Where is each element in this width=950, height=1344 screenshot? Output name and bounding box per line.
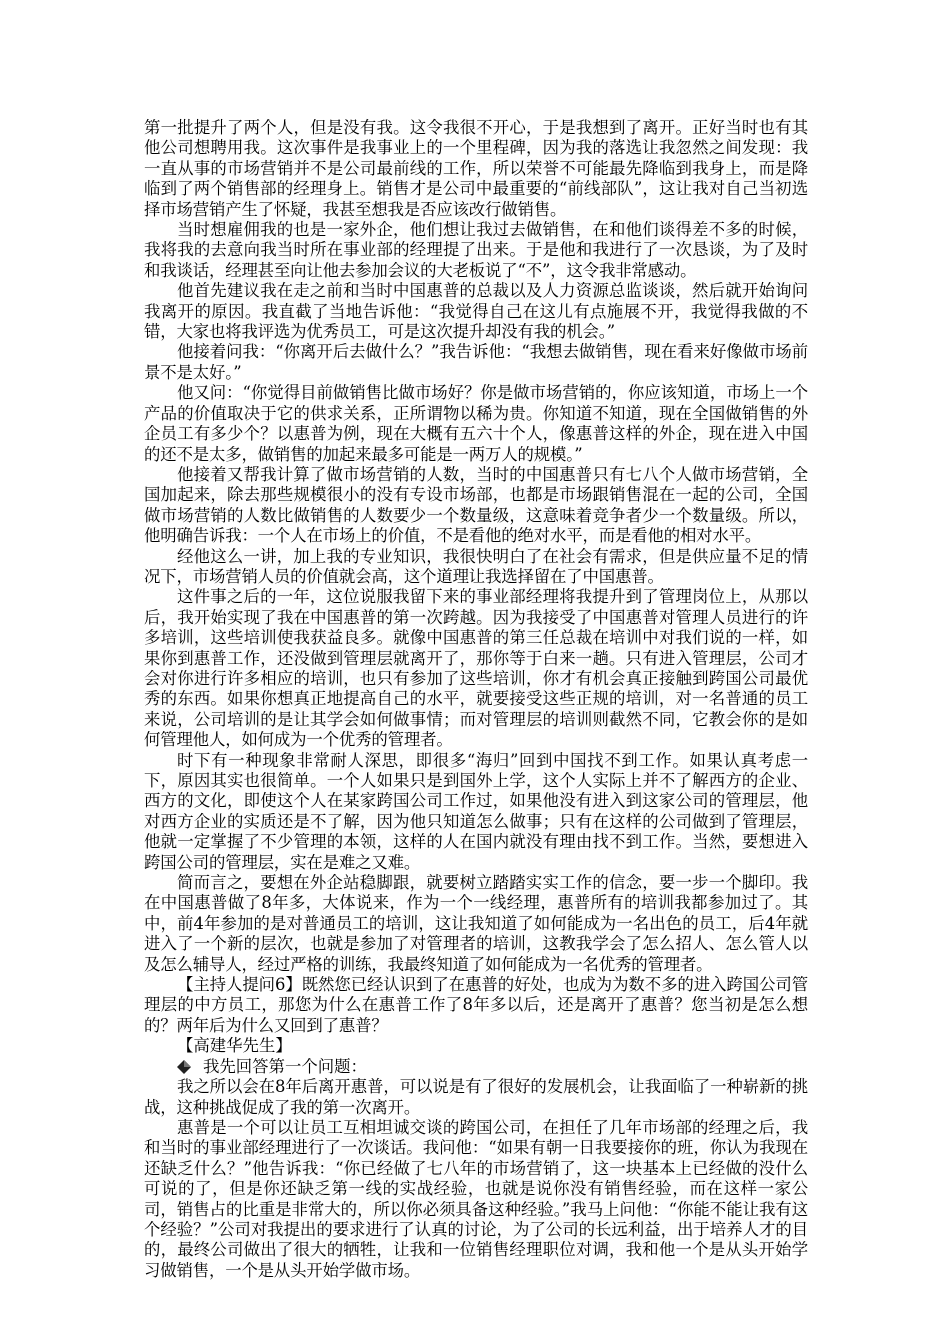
- document-page: [144, 118, 808, 1281]
- paragraph-10: 简而言之，要想在外企站稳脚跟，就要树立踏踏实实工作的信念，要一步一个脚印。我在中国惠普做了8年多，大体说来，作为一个一线经理，惠普所有的培训我都参加过了。其中，前4年参加的是对普通员工的培训，这让我知道了如何能成为一名出色的员工，后4年就进入了一个新的层次，也就是参加了对管理者的培训，这教我学会了怎么招人、怎么管人以及怎么辅导人，经过严格的训练，我最终知道了如何能成为一名优秀的管理者。: [144, 873, 808, 974]
- diamond-bullet-icon: [177, 1060, 191, 1074]
- paragraph-13: 惠普是一个可以让员工互相坦诚交谈的跨国公司，在担任了几年市场部的经理之后，我和当时的事业部经理进行了一次谈话。我问他：“如果有朝一日我要接你的班，你认为我现在还缺乏什么？”他告诉我：“你已经做了七八年的市场营销了，这一块基本上已经做的没什么可说的了，但是你还缺乏第一线的实战经验，也就是说你没有销售经验，而在这样一家公司，销售占的比重是非常大的，所以你必须具备这种经验。”我马上问他：“你能不能让我有这个经验？”公司对我提出的要求进行了认真的讨论，为了公司的长远利益，出于培养人才的目的，最终公司做出了很大的牺牲，让我和一位销售经理职位对调，我和他一个是从头开始学习做销售，一个是从头开始学做市场。: [144, 1117, 808, 1280]
- paragraph-4: 他接着问我：“你离开后去做什么？”我告诉他：“我想去做销售，现在看来好像做市场前景不是太好。”: [144, 342, 808, 382]
- paragraph-1: 第一批提升了两个人，但是没有我。这令我很不开心，于是我想到了离开。正好当时也有其他公司想聘用我。这次事件是我事业上的一个里程碑，因为我的落选让我忽然之间发现：我一直从事的市场营销并不是公司最前线的工作，所以荣誉不可能最先降临到我身上，而是降临到了两个销售部的经理身上。销售才是公司中最重要的“前线部队”，这让我对自己当初选择市场营销产生了怀疑，我甚至想我是否应该改行做销售。: [144, 118, 808, 219]
- paragraph-5: 他又问：“你觉得目前做销售比做市场好？你是做市场营销的，你应该知道，市场上一个产品的价值取决于它的供求关系，正所谓物以稀为贵。你知道不知道，现在全国做销售的外企员工有多少个？以惠普为例，现在大概有五六十个人，像惠普这样的外企，现在进入中国的还不是太多，做销售的加起来最多可能是一两万人的规模。”: [144, 383, 808, 464]
- paragraph-12: 我之所以会在8年后离开惠普，可以说是有了很好的发展机会，让我面临了一种崭新的挑战，这种挑战促成了我的第一次离开。: [144, 1077, 808, 1117]
- paragraph-3: 他首先建议我在走之前和当时中国惠普的总裁以及人力资源总监谈谈，然后就开始询问我离开的原因。我直截了当地告诉他：“我觉得自己在这儿有点施展不开，我觉得我做的不错，大家也将我评选为优秀员工，可是这次提升却没有我的机会。”: [144, 281, 808, 342]
- paragraph-7: 经他这么一讲，加上我的专业知识，我很快明白了在社会有需求，但是供应量不足的情况下，市场营销人员的价值就会高，这个道理让我选择留在了中国惠普。: [144, 546, 808, 586]
- paragraph-6: 他接着又帮我计算了做市场营销的人数，当时的中国惠普只有七八个人做市场营销，全国加起来，除去那些规模很小的没有专设市场部，也都是市场跟销售混在一起的公司，全国做市场营销的人数比做销售的人数要少一个数量级，这意味着竞争者少一个数量级。所以，他明确告诉我：一个人在市场上的价值，不是看他的绝对水平，而是看他的相对水平。: [144, 464, 808, 546]
- speaker-label: 【高建华先生】: [177, 1036, 292, 1056]
- bullet-line: [144, 1057, 808, 1077]
- host-question-6: 【主持人提问6】既然您已经认识到了在惠普的好处，也成为为数不多的进入跨国公司管理层的中方员工，那您为什么在惠普工作了8年多以后，还是离开了惠普？您当初是怎么想的？两年后为什么又回到了惠普？: [144, 975, 808, 1035]
- bullet-text: 我先回答第一个问题：: [203, 1056, 367, 1076]
- paragraph-9: 时下有一种现象非常耐人深思，即很多“海归”回到中国找不到工作。如果认真考虑一下，原因其实也很简单。一个人如果只是到国外上学，这个人实际上并不了解西方的企业、西方的文化，即使这个人在某家跨国公司工作过，如果他没有进入到这家公司的管理层，他对西方企业的实质还是不了解，因为他只知道怎么做事；只有在这样的公司做到了管理层，他就一定掌握了不少管理的本领，这样的人在国内就没有理由找不到工作。当然，要想进入跨国公司的管理层，实在是难之又难。: [144, 750, 808, 872]
- paragraph-8: 这件事之后的一年，这位说服我留下来的事业部经理将我提升到了管理岗位上，从那以后，我开始实现了我在中国惠普的第一次跨越。因为我接受了中国惠普对管理人员进行的许多培训，这些培训使我获益良多。就像中国惠普的第三任总裁在培训中对我们说的一样，如果你到惠普工作，还没做到管理层就离开了，那你等于白来一趟。只有进入管理层，公司才会对你进行许多相应的培训，也只有参加了这些培训，你才有机会真正接触到跨国公司最优秀的东西。如果你想真正地提高自己的水平，就要接受这些正规的培训，对一名普通的员工来说，公司培训的是让其学会如何做事情；而对管理层的培训则截然不同，它教会你的是如何管理他人，如何成为一个优秀的管理者。: [144, 587, 808, 750]
- paragraph-2: 当时想雇佣我的也是一家外企，他们想让我过去做销售，在和他们谈得差不多的时候，我将我的去意向我当时所在事业部的经理提了出来。于是他和我进行了一次恳谈，为了及时和我谈话，经理甚至向让他去参加会议的大老板说了“不”，这令我非常感动。: [144, 220, 808, 280]
